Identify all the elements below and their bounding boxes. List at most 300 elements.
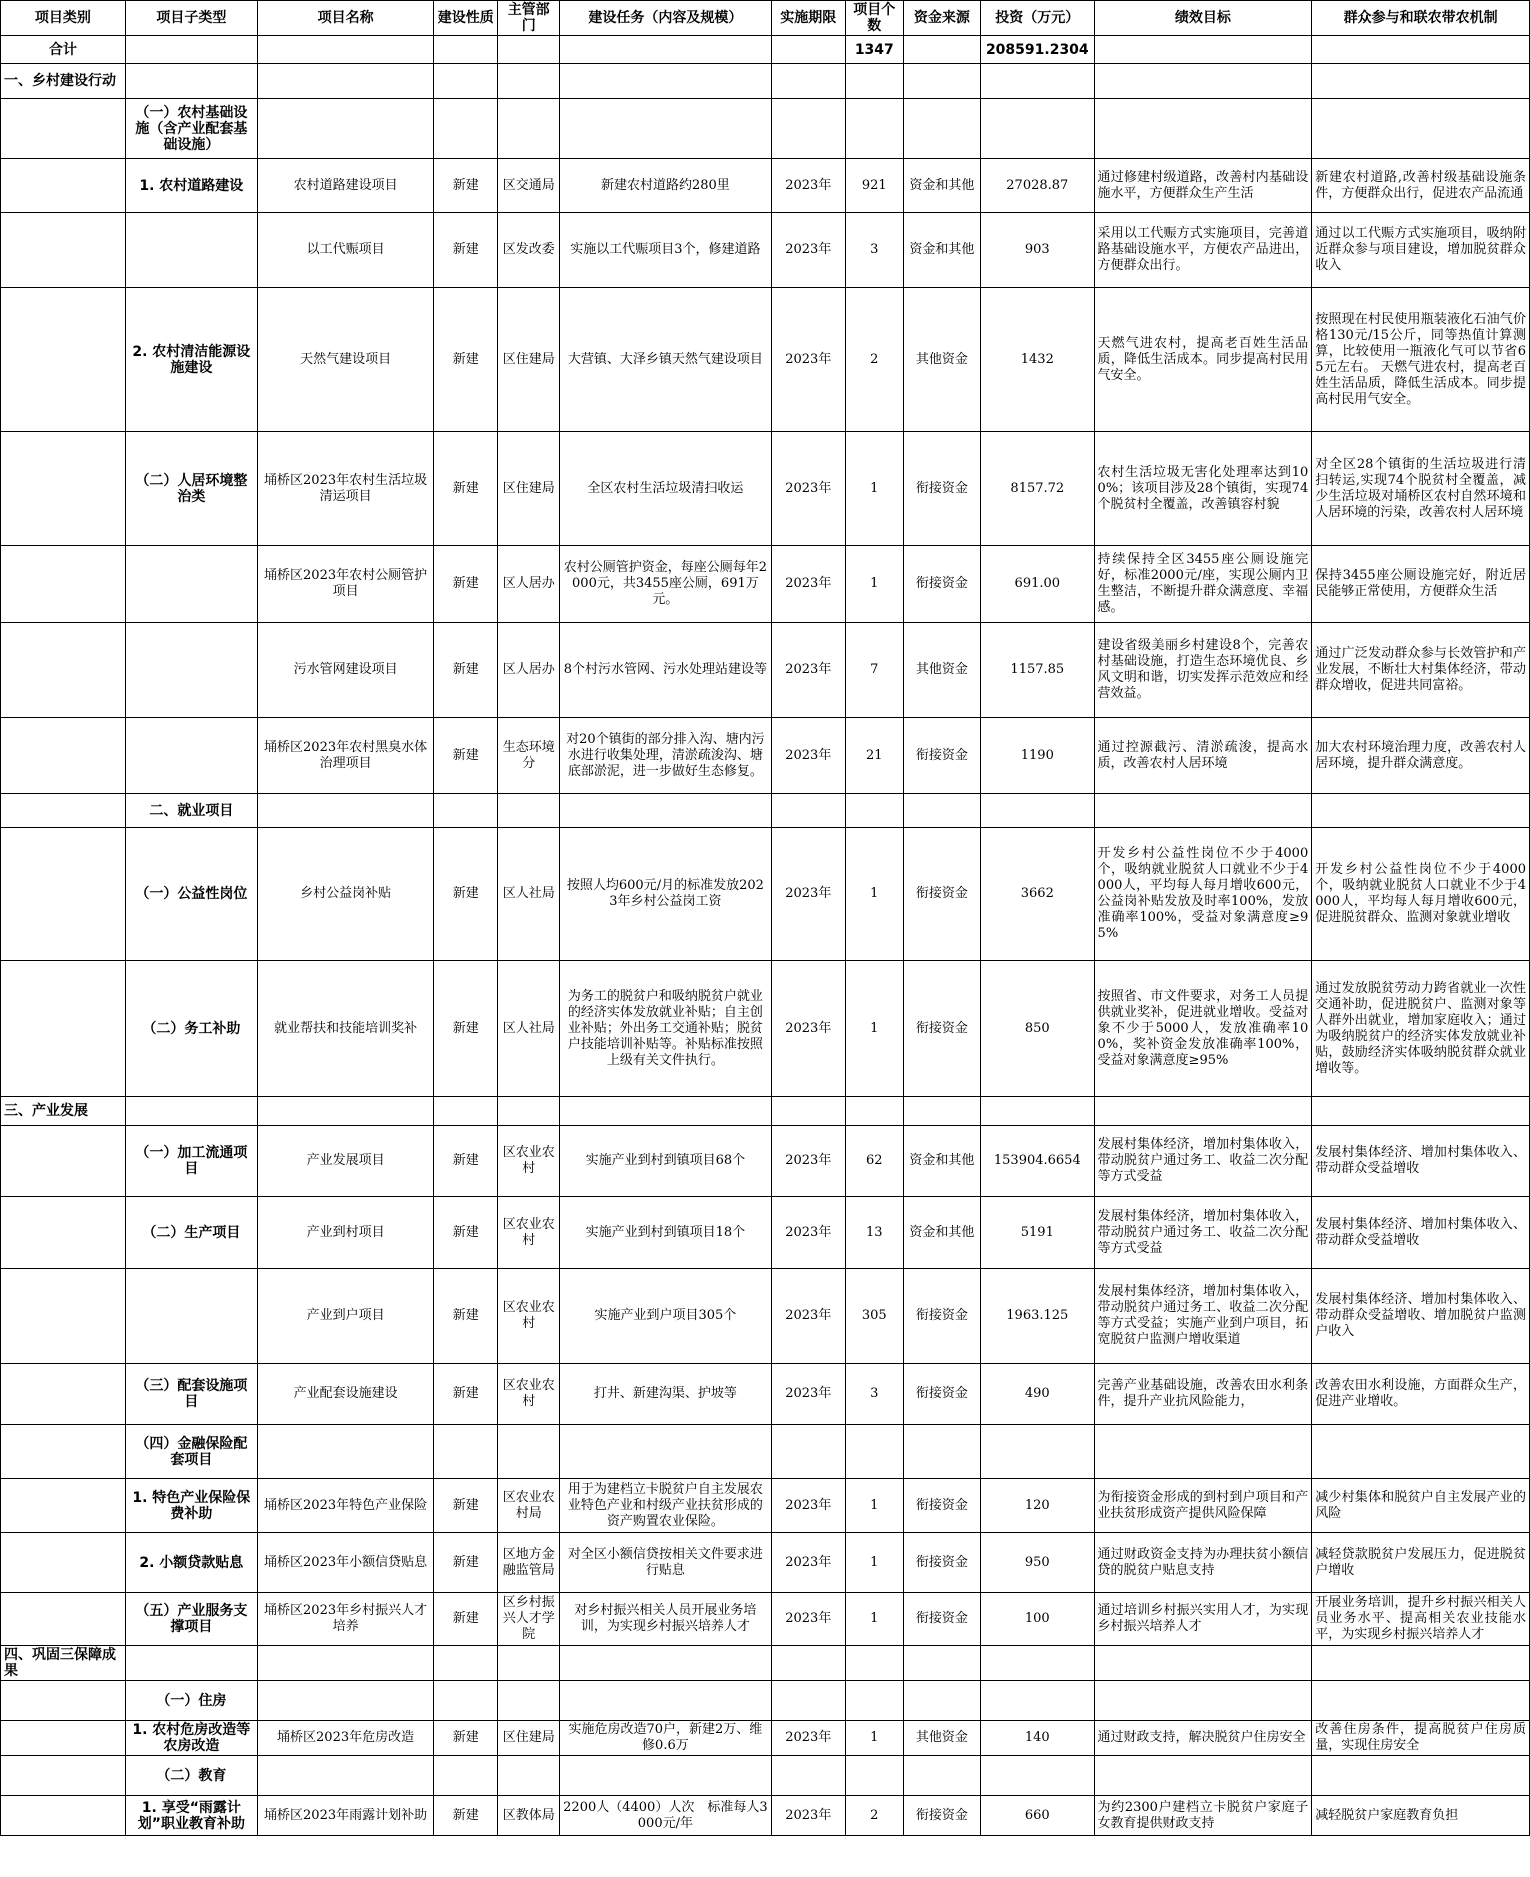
cell-mech bbox=[1312, 1646, 1530, 1681]
cell-count: 21 bbox=[845, 718, 903, 794]
cell-mech bbox=[1312, 1097, 1530, 1126]
cell-dept: 区教体局 bbox=[498, 1796, 560, 1836]
cell-subtype bbox=[125, 1646, 257, 1681]
cell-goal: 采用以工代赈方式实施项目，完善道路基础设施水平，方便农产品进出，方便群众出行。 bbox=[1094, 213, 1312, 288]
cell-fund: 其他资金 bbox=[903, 623, 980, 718]
cell-period: 2023年 bbox=[771, 1721, 845, 1756]
cell-invest: 153904.6654 bbox=[981, 1126, 1094, 1197]
cell-invest: 1157.85 bbox=[981, 623, 1094, 718]
cell-goal: 持续保持全区3455座公厕设施完好，标准2000元/座，实现公厕内卫生整洁，不断提升群众满意度、幸福感。 bbox=[1094, 546, 1312, 623]
cell-fund: 其他资金 bbox=[903, 288, 980, 432]
cell-dept: 区人社局 bbox=[498, 828, 560, 961]
cell-mech: 按照现在村民使用瓶装液化石油气价格130元/15公斤，同等热值计算测算，比较使用一瓶液化气可以节省65元左右。 天燃气进农村，提高老百姓生活品质，降低生活成本。同步提高村民用气安全。 bbox=[1312, 288, 1530, 432]
cell-name: 天然气建设项目 bbox=[257, 288, 433, 432]
cell-task bbox=[560, 64, 772, 99]
cell-subtype: （二）人居环境整治类 bbox=[125, 432, 257, 546]
cell-subtype: （一）加工流通项目 bbox=[125, 1126, 257, 1197]
cell-dept bbox=[498, 1425, 560, 1479]
cell-task: 实施产业到户项目305个 bbox=[560, 1269, 772, 1364]
cell-mech bbox=[1312, 1425, 1530, 1479]
cell-period bbox=[771, 1681, 845, 1721]
cell-fund: 资金和其他 bbox=[903, 1126, 980, 1197]
cell-mech: 发展村集体经济、增加村集体收入、带动群众受益增收 bbox=[1312, 1197, 1530, 1269]
cell-category bbox=[1, 718, 126, 794]
cell-name bbox=[257, 99, 433, 159]
cell-subtype bbox=[125, 718, 257, 794]
cell-goal: 通过培训乡村振兴实用人才，为实现乡村振兴培养人才 bbox=[1094, 1593, 1312, 1646]
cell-name: 乡村公益岗补贴 bbox=[257, 828, 433, 961]
cell-nature: 新建 bbox=[434, 623, 498, 718]
cell-invest bbox=[981, 99, 1094, 159]
cell-period: 2023年 bbox=[771, 961, 845, 1097]
cell-period: 2023年 bbox=[771, 1269, 845, 1364]
cell-invest: 1432 bbox=[981, 288, 1094, 432]
cell-name bbox=[257, 1646, 433, 1681]
cell-dept: 区人社局 bbox=[498, 961, 560, 1097]
cell-period: 2023年 bbox=[771, 623, 845, 718]
table-row bbox=[1, 1756, 1530, 1796]
cell-goal: 通过修建村级道路，改善村内基础设施水平，方便群众生产生活 bbox=[1094, 159, 1312, 213]
table-row bbox=[1, 718, 1530, 794]
cell-mech bbox=[1312, 99, 1530, 159]
cell-goal: 按照省、市文件要求，对务工人员提供就业奖补，促进就业增收。受益对象不少于5000人，发放准确率100%，奖补资金发放准确率100%，受益对象满意度≥95% bbox=[1094, 961, 1312, 1097]
cell-invest: 27028.87 bbox=[981, 159, 1094, 213]
cell-mech: 加大农村环境治理力度，改善农村人居环境，提升群众满意度。 bbox=[1312, 718, 1530, 794]
cell-count: 1 bbox=[845, 1721, 903, 1756]
cell-category bbox=[1, 623, 126, 718]
cell-period bbox=[771, 1756, 845, 1796]
cell-dept bbox=[498, 1756, 560, 1796]
cell-subtype bbox=[125, 546, 257, 623]
cell-dept: 区农业农村 bbox=[498, 1126, 560, 1197]
cell-nature: 新建 bbox=[434, 828, 498, 961]
cell-dept bbox=[498, 794, 560, 828]
table-row bbox=[1, 1681, 1530, 1721]
cell-subtype: （二）生产项目 bbox=[125, 1197, 257, 1269]
cell-invest bbox=[981, 1097, 1094, 1126]
cell-goal: 开发乡村公益性岗位不少于4000个，吸纳就业脱贫人口就业不少于4000人，平均每人每月增收600元，公益岗补贴发放及时率100%，发放准确率100%，受益对象满意度≥95% bbox=[1094, 828, 1312, 961]
cell-goal: 通过财政支持，解决脱贫户住房安全 bbox=[1094, 1721, 1312, 1756]
cell-fund: 资金和其他 bbox=[903, 159, 980, 213]
cell-goal bbox=[1094, 1756, 1312, 1796]
cell-dept bbox=[498, 1097, 560, 1126]
cell-category bbox=[1, 1425, 126, 1479]
cell-nature bbox=[434, 1097, 498, 1126]
cell-count: 13 bbox=[845, 1197, 903, 1269]
table-row bbox=[1, 432, 1530, 546]
cell-task: 新建农村道路约280里 bbox=[560, 159, 772, 213]
cell-goal: 完善产业基础设施，改善农田水利条件，提升产业抗风险能力， bbox=[1094, 1364, 1312, 1425]
cell-subtype: （四）金融保险配套项目 bbox=[125, 1425, 257, 1479]
cell-fund bbox=[903, 1756, 980, 1796]
cell-dept bbox=[498, 1681, 560, 1721]
header-mech: 群众参与和联农带农机制 bbox=[1312, 1, 1530, 36]
cell-count: 62 bbox=[845, 1126, 903, 1197]
cell-mech: 保持3455座公厕设施完好，附近居民能够正常使用，方便群众生活 bbox=[1312, 546, 1530, 623]
cell-fund: 衔接资金 bbox=[903, 1479, 980, 1533]
table-row bbox=[1, 99, 1530, 159]
cell-count: 1 bbox=[845, 546, 903, 623]
cell-count bbox=[845, 1097, 903, 1126]
cell-count bbox=[845, 1681, 903, 1721]
cell-count: 1 bbox=[845, 1533, 903, 1593]
cell-task: 实施产业到村到镇项目18个 bbox=[560, 1197, 772, 1269]
cell-invest: 3662 bbox=[981, 828, 1094, 961]
cell-invest: 8157.72 bbox=[981, 432, 1094, 546]
cell-fund bbox=[903, 1681, 980, 1721]
cell-count: 1 bbox=[845, 828, 903, 961]
table-row bbox=[1, 1593, 1530, 1646]
cell-invest: 100 bbox=[981, 1593, 1094, 1646]
table-row bbox=[1, 1126, 1530, 1197]
cell-category bbox=[1, 1721, 126, 1756]
cell-mech: 通过发放脱贫劳动力跨省就业一次性交通补助，促进脱贫户、监测对象等人群外出就业，增加家庭收入；通过为吸纳脱贫户的经济实体发放就业补贴，鼓励经济实体吸纳脱贫群众就业增收等。 bbox=[1312, 961, 1530, 1097]
cell-subtype: （一）农村基础设施（含产业配套基础设施） bbox=[125, 99, 257, 159]
cell-name bbox=[257, 1681, 433, 1721]
cell-name bbox=[257, 794, 433, 828]
table-row bbox=[1, 159, 1530, 213]
cell-mech: 减轻脱贫户家庭教育负担 bbox=[1312, 1796, 1530, 1836]
cell-fund: 衔接资金 bbox=[903, 961, 980, 1097]
cell-nature: 新建 bbox=[434, 961, 498, 1097]
cell-task: 农村公厕管护资金，每座公厕每年2000元，共3455座公厕，691万元。 bbox=[560, 546, 772, 623]
cell-fund bbox=[903, 64, 980, 99]
cell-invest: 120 bbox=[981, 1479, 1094, 1533]
cell-period: 2023年 bbox=[771, 432, 845, 546]
cell-subtype: 1. 享受“雨露计划”职业教育补助 bbox=[125, 1796, 257, 1836]
cell-mech: 改善住房条件，提高脱贫户住房质量，实现住房安全 bbox=[1312, 1721, 1530, 1756]
cell-name: 埇桥区2023年乡村振兴人才培养 bbox=[257, 1593, 433, 1646]
cell-dept: 区发改委 bbox=[498, 213, 560, 288]
cell-mech: 开发乡村公益性岗位不少于4000个，吸纳就业脱贫人口就业不少于4000人，平均每人每月增收600元，促进脱贫群众、监测对象就业增收 bbox=[1312, 828, 1530, 961]
cell-dept: 生态环境分 bbox=[498, 718, 560, 794]
cell-count bbox=[845, 1425, 903, 1479]
total-label: 合计 bbox=[1, 36, 126, 64]
cell-name bbox=[257, 1756, 433, 1796]
cell-goal: 天燃气进农村，提高老百姓生活品质，降低生活成本。同步提高村民用气安全。 bbox=[1094, 288, 1312, 432]
cell-nature bbox=[434, 1425, 498, 1479]
cell-nature: 新建 bbox=[434, 1269, 498, 1364]
cell-goal bbox=[1094, 64, 1312, 99]
cell-category bbox=[1, 1479, 126, 1533]
cell-category bbox=[1, 1593, 126, 1646]
table-row bbox=[1, 1721, 1530, 1756]
cell-invest: 950 bbox=[981, 1533, 1094, 1593]
cell-fund: 衔接资金 bbox=[903, 1533, 980, 1593]
cell-dept: 区住建局 bbox=[498, 432, 560, 546]
total-count: 1347 bbox=[845, 36, 903, 64]
cell-dept bbox=[498, 64, 560, 99]
cell-period: 2023年 bbox=[771, 159, 845, 213]
cell-subtype: （二）教育 bbox=[125, 1756, 257, 1796]
cell-fund: 衔接资金 bbox=[903, 718, 980, 794]
cell-period: 2023年 bbox=[771, 1796, 845, 1836]
cell-category bbox=[1, 1681, 126, 1721]
cell-nature: 新建 bbox=[434, 213, 498, 288]
cell-name: 埇桥区2023年农村黑臭水体治理项目 bbox=[257, 718, 433, 794]
cell-invest bbox=[981, 794, 1094, 828]
cell-count: 921 bbox=[845, 159, 903, 213]
cell-subtype: （五）产业服务支撑项目 bbox=[125, 1593, 257, 1646]
cell-goal: 发展村集体经济，增加村集体收入，带动脱贫户通过务工、收益二次分配等方式受益 bbox=[1094, 1126, 1312, 1197]
header-fund: 资金来源 bbox=[903, 1, 980, 36]
cell-task: 8个村污水管网、污水处理站建设等 bbox=[560, 623, 772, 718]
cell-goal: 发展村集体经济，增加村集体收入，带动脱贫户通过务工、收益二次分配等方式受益；实施产业到户项目，拓宽脱贫户监测户增收渠道 bbox=[1094, 1269, 1312, 1364]
cell-category bbox=[1, 1197, 126, 1269]
cell-nature bbox=[434, 1756, 498, 1796]
cell-nature: 新建 bbox=[434, 1593, 498, 1646]
cell-count: 305 bbox=[845, 1269, 903, 1364]
cell-dept bbox=[498, 1646, 560, 1681]
cell-subtype: （一）住房 bbox=[125, 1681, 257, 1721]
cell-period bbox=[771, 794, 845, 828]
cell-nature bbox=[434, 794, 498, 828]
cell-fund: 衔接资金 bbox=[903, 546, 980, 623]
cell-dept bbox=[498, 99, 560, 159]
cell-name: 埇桥区2023年农村公厕管护项目 bbox=[257, 546, 433, 623]
cell-goal: 发展村集体经济，增加村集体收入，带动脱贫户通过务工、收益二次分配等方式受益 bbox=[1094, 1197, 1312, 1269]
cell-period bbox=[771, 64, 845, 99]
cell-goal: 为约2300户建档立卡脱贫户家庭子女教育提供财政支持 bbox=[1094, 1796, 1312, 1836]
cell-invest: 660 bbox=[981, 1796, 1094, 1836]
cell-name: 产业到村项目 bbox=[257, 1197, 433, 1269]
cell-mech bbox=[1312, 1681, 1530, 1721]
cell-category bbox=[1, 99, 126, 159]
header-row bbox=[1, 1, 1530, 36]
cell-dept: 区农业农村 bbox=[498, 1197, 560, 1269]
cell-name: 产业配套设施建设 bbox=[257, 1364, 433, 1425]
cell-period bbox=[771, 1097, 845, 1126]
cell-fund: 其他资金 bbox=[903, 1721, 980, 1756]
cell-goal: 通过财政资金支持为办理扶贫小额信贷的脱贫户贴息支持 bbox=[1094, 1533, 1312, 1593]
cell-count: 1 bbox=[845, 1479, 903, 1533]
cell-category bbox=[1, 1364, 126, 1425]
cell-dept: 区交通局 bbox=[498, 159, 560, 213]
cell-period: 2023年 bbox=[771, 1364, 845, 1425]
cell-fund: 资金和其他 bbox=[903, 1197, 980, 1269]
cell-task: 实施产业到村到镇项目68个 bbox=[560, 1126, 772, 1197]
cell-task: 对全区小额信贷按相关文件要求进行贴息 bbox=[560, 1533, 772, 1593]
header-invest: 投资（万元） bbox=[981, 1, 1094, 36]
cell-category bbox=[1, 1756, 126, 1796]
total-investment: 208591.2304 bbox=[981, 36, 1094, 64]
cell-task bbox=[560, 1681, 772, 1721]
cell-subtype: 2. 小额贷款贴息 bbox=[125, 1533, 257, 1593]
cell-task: 实施危房改造70户，新建2万、维修0.6万 bbox=[560, 1721, 772, 1756]
cell-name: 埇桥区2023年农村生活垃圾清运项目 bbox=[257, 432, 433, 546]
cell-period: 2023年 bbox=[771, 1593, 845, 1646]
cell-name: 农村道路建设项目 bbox=[257, 159, 433, 213]
cell-task: 对乡村振兴相关人员开展业务培训，为实现乡村振兴培养人才 bbox=[560, 1593, 772, 1646]
cell-count bbox=[845, 1756, 903, 1796]
cell-name: 污水管网建设项目 bbox=[257, 623, 433, 718]
cell-period: 2023年 bbox=[771, 828, 845, 961]
cell-count: 3 bbox=[845, 213, 903, 288]
cell-name bbox=[257, 64, 433, 99]
cell-category bbox=[1, 794, 126, 828]
cell-subtype bbox=[125, 1269, 257, 1364]
cell-fund: 衔接资金 bbox=[903, 1796, 980, 1836]
cell-nature bbox=[434, 1646, 498, 1681]
cell-period bbox=[771, 1425, 845, 1479]
cell-task: 大营镇、大泽乡镇天然气建设项目 bbox=[560, 288, 772, 432]
cell-nature: 新建 bbox=[434, 159, 498, 213]
cell-task: 2200人（4400）人次 标准每人3000元/年 bbox=[560, 1796, 772, 1836]
cell-dept: 区人居办 bbox=[498, 546, 560, 623]
table-row bbox=[1, 961, 1530, 1097]
cell-subtype: （三）配套设施项目 bbox=[125, 1364, 257, 1425]
cell-nature: 新建 bbox=[434, 1479, 498, 1533]
cell-name: 以工代赈项目 bbox=[257, 213, 433, 288]
cell-count: 2 bbox=[845, 1796, 903, 1836]
cell-nature: 新建 bbox=[434, 718, 498, 794]
cell-count bbox=[845, 99, 903, 159]
cell-nature bbox=[434, 99, 498, 159]
cell-mech: 新建农村道路,改善村级基础设施条件，方便群众出行，促进农产品流通 bbox=[1312, 159, 1530, 213]
cell-subtype: （一）公益性岗位 bbox=[125, 828, 257, 961]
cell-fund: 衔接资金 bbox=[903, 1269, 980, 1364]
cell-name: 埇桥区2023年雨露计划补助 bbox=[257, 1796, 433, 1836]
cell-nature: 新建 bbox=[434, 288, 498, 432]
cell-period bbox=[771, 1646, 845, 1681]
cell-fund: 衔接资金 bbox=[903, 432, 980, 546]
cell-goal bbox=[1094, 794, 1312, 828]
cell-dept: 区农业农村 bbox=[498, 1364, 560, 1425]
table-row bbox=[1, 1364, 1530, 1425]
cell-nature: 新建 bbox=[434, 1197, 498, 1269]
table-row bbox=[1, 1796, 1530, 1836]
cell-name bbox=[257, 1097, 433, 1126]
cell-subtype: 2. 农村清洁能源设施建设 bbox=[125, 288, 257, 432]
cell-mech: 发展村集体经济、增加村集体收入、带动群众受益增收、增加脱贫户监测户收入 bbox=[1312, 1269, 1530, 1364]
cell-invest: 490 bbox=[981, 1364, 1094, 1425]
cell-task: 按照人均600元/月的标准发放2023年乡村公益岗工资 bbox=[560, 828, 772, 961]
cell-category bbox=[1, 288, 126, 432]
header-dept: 主管部门 bbox=[498, 1, 560, 36]
header-subtype: 项目子类型 bbox=[125, 1, 257, 36]
table-row bbox=[1, 1425, 1530, 1479]
cell-category bbox=[1, 1796, 126, 1836]
cell-mech bbox=[1312, 794, 1530, 828]
header-count: 项目个数 bbox=[845, 1, 903, 36]
cell-goal bbox=[1094, 1646, 1312, 1681]
cell-goal bbox=[1094, 1097, 1312, 1126]
cell-task bbox=[560, 794, 772, 828]
cell-count: 1 bbox=[845, 1593, 903, 1646]
cell-fund: 衔接资金 bbox=[903, 1593, 980, 1646]
table-row bbox=[1, 64, 1530, 99]
cell-name: 埇桥区2023年特色产业保险 bbox=[257, 1479, 433, 1533]
cell-nature: 新建 bbox=[434, 1533, 498, 1593]
cell-category bbox=[1, 828, 126, 961]
cell-count: 3 bbox=[845, 1364, 903, 1425]
cell-period: 2023年 bbox=[771, 213, 845, 288]
cell-task: 打井、新建沟渠、护坡等 bbox=[560, 1364, 772, 1425]
cell-category: 三、产业发展 bbox=[1, 1097, 126, 1126]
cell-goal: 建设省级美丽乡村建设8个，完善农村基础设施，打造生态环境优良、乡风文明和谐，切实发挥示范效应和经营效益。 bbox=[1094, 623, 1312, 718]
cell-nature: 新建 bbox=[434, 1126, 498, 1197]
cell-subtype bbox=[125, 213, 257, 288]
table-row bbox=[1, 1479, 1530, 1533]
cell-invest: 850 bbox=[981, 961, 1094, 1097]
cell-period: 2023年 bbox=[771, 1533, 845, 1593]
cell-dept: 区乡村振兴人才学院 bbox=[498, 1593, 560, 1646]
table-row bbox=[1, 213, 1530, 288]
cell-fund bbox=[903, 1097, 980, 1126]
cell-category bbox=[1, 1126, 126, 1197]
cell-category bbox=[1, 961, 126, 1097]
cell-invest bbox=[981, 1646, 1094, 1681]
cell-task bbox=[560, 1425, 772, 1479]
cell-fund bbox=[903, 794, 980, 828]
cell-nature bbox=[434, 1681, 498, 1721]
cell-nature: 新建 bbox=[434, 1721, 498, 1756]
cell-task: 用于为建档立卡脱贫户自主发展农业特色产业和村级产业扶贫形成的资产购置农业保险。 bbox=[560, 1479, 772, 1533]
cell-fund bbox=[903, 99, 980, 159]
cell-subtype: 1. 农村道路建设 bbox=[125, 159, 257, 213]
header-nature: 建设性质 bbox=[434, 1, 498, 36]
cell-mech bbox=[1312, 64, 1530, 99]
cell-subtype: 二、就业项目 bbox=[125, 794, 257, 828]
cell-dept: 区农业农村局 bbox=[498, 1479, 560, 1533]
cell-mech bbox=[1312, 1756, 1530, 1796]
cell-subtype bbox=[125, 64, 257, 99]
cell-subtype: 1. 特色产业保险保费补助 bbox=[125, 1479, 257, 1533]
cell-name: 埇桥区2023年危房改造 bbox=[257, 1721, 433, 1756]
header-period: 实施期限 bbox=[771, 1, 845, 36]
cell-invest bbox=[981, 1756, 1094, 1796]
cell-nature: 新建 bbox=[434, 432, 498, 546]
cell-category bbox=[1, 432, 126, 546]
cell-count: 2 bbox=[845, 288, 903, 432]
table-row bbox=[1, 1533, 1530, 1593]
cell-mech: 减轻贷款脱贫户发展压力，促进脱贫户增收 bbox=[1312, 1533, 1530, 1593]
cell-count: 1 bbox=[845, 961, 903, 1097]
cell-fund: 资金和其他 bbox=[903, 213, 980, 288]
table-row bbox=[1, 1197, 1530, 1269]
cell-period bbox=[771, 99, 845, 159]
cell-mech: 开展业务培训，提升乡村振兴相关人员业务水平、提高相关农业技能水平，为实现乡村振兴培养人才 bbox=[1312, 1593, 1530, 1646]
cell-subtype: （二）务工补助 bbox=[125, 961, 257, 1097]
cell-period: 2023年 bbox=[771, 546, 845, 623]
cell-count: 1 bbox=[845, 432, 903, 546]
cell-category bbox=[1, 546, 126, 623]
cell-period: 2023年 bbox=[771, 288, 845, 432]
cell-mech: 通过广泛发动群众参与长效管护和产业发展，不断壮大村集体经济，带动群众增收，促进共同富裕。 bbox=[1312, 623, 1530, 718]
cell-invest: 5191 bbox=[981, 1197, 1094, 1269]
cell-task bbox=[560, 1646, 772, 1681]
cell-fund: 衔接资金 bbox=[903, 828, 980, 961]
header-name: 项目名称 bbox=[257, 1, 433, 36]
cell-period: 2023年 bbox=[771, 1126, 845, 1197]
cell-name: 产业发展项目 bbox=[257, 1126, 433, 1197]
table-row bbox=[1, 288, 1530, 432]
cell-name: 产业到户项目 bbox=[257, 1269, 433, 1364]
cell-invest bbox=[981, 1681, 1094, 1721]
cell-task: 对20个镇街的部分排入沟、塘内污水进行收集处理，清淤疏浚沟、塘底部淤泥，进一步做好生态修复。 bbox=[560, 718, 772, 794]
cell-category: 四、巩固三保障成果 bbox=[1, 1646, 126, 1681]
table-row bbox=[1, 623, 1530, 718]
cell-task bbox=[560, 99, 772, 159]
cell-task bbox=[560, 1756, 772, 1796]
cell-task bbox=[560, 1097, 772, 1126]
cell-task: 为务工的脱贫户和吸纳脱贫户就业的经济实体发放就业补贴；自主创业补贴；外出务工交通补贴；脱贫户技能培训补贴等。补贴标准按照上级有关文件执行。 bbox=[560, 961, 772, 1097]
cell-mech: 减少村集体和脱贫户自主发展产业的风险 bbox=[1312, 1479, 1530, 1533]
header-task: 建设任务（内容及规模） bbox=[560, 1, 772, 36]
cell-goal: 通过控源截污、清淤疏浚，提高水质，改善农村人居环境 bbox=[1094, 718, 1312, 794]
cell-subtype: 1. 农村危房改造等农房改造 bbox=[125, 1721, 257, 1756]
cell-invest bbox=[981, 64, 1094, 99]
